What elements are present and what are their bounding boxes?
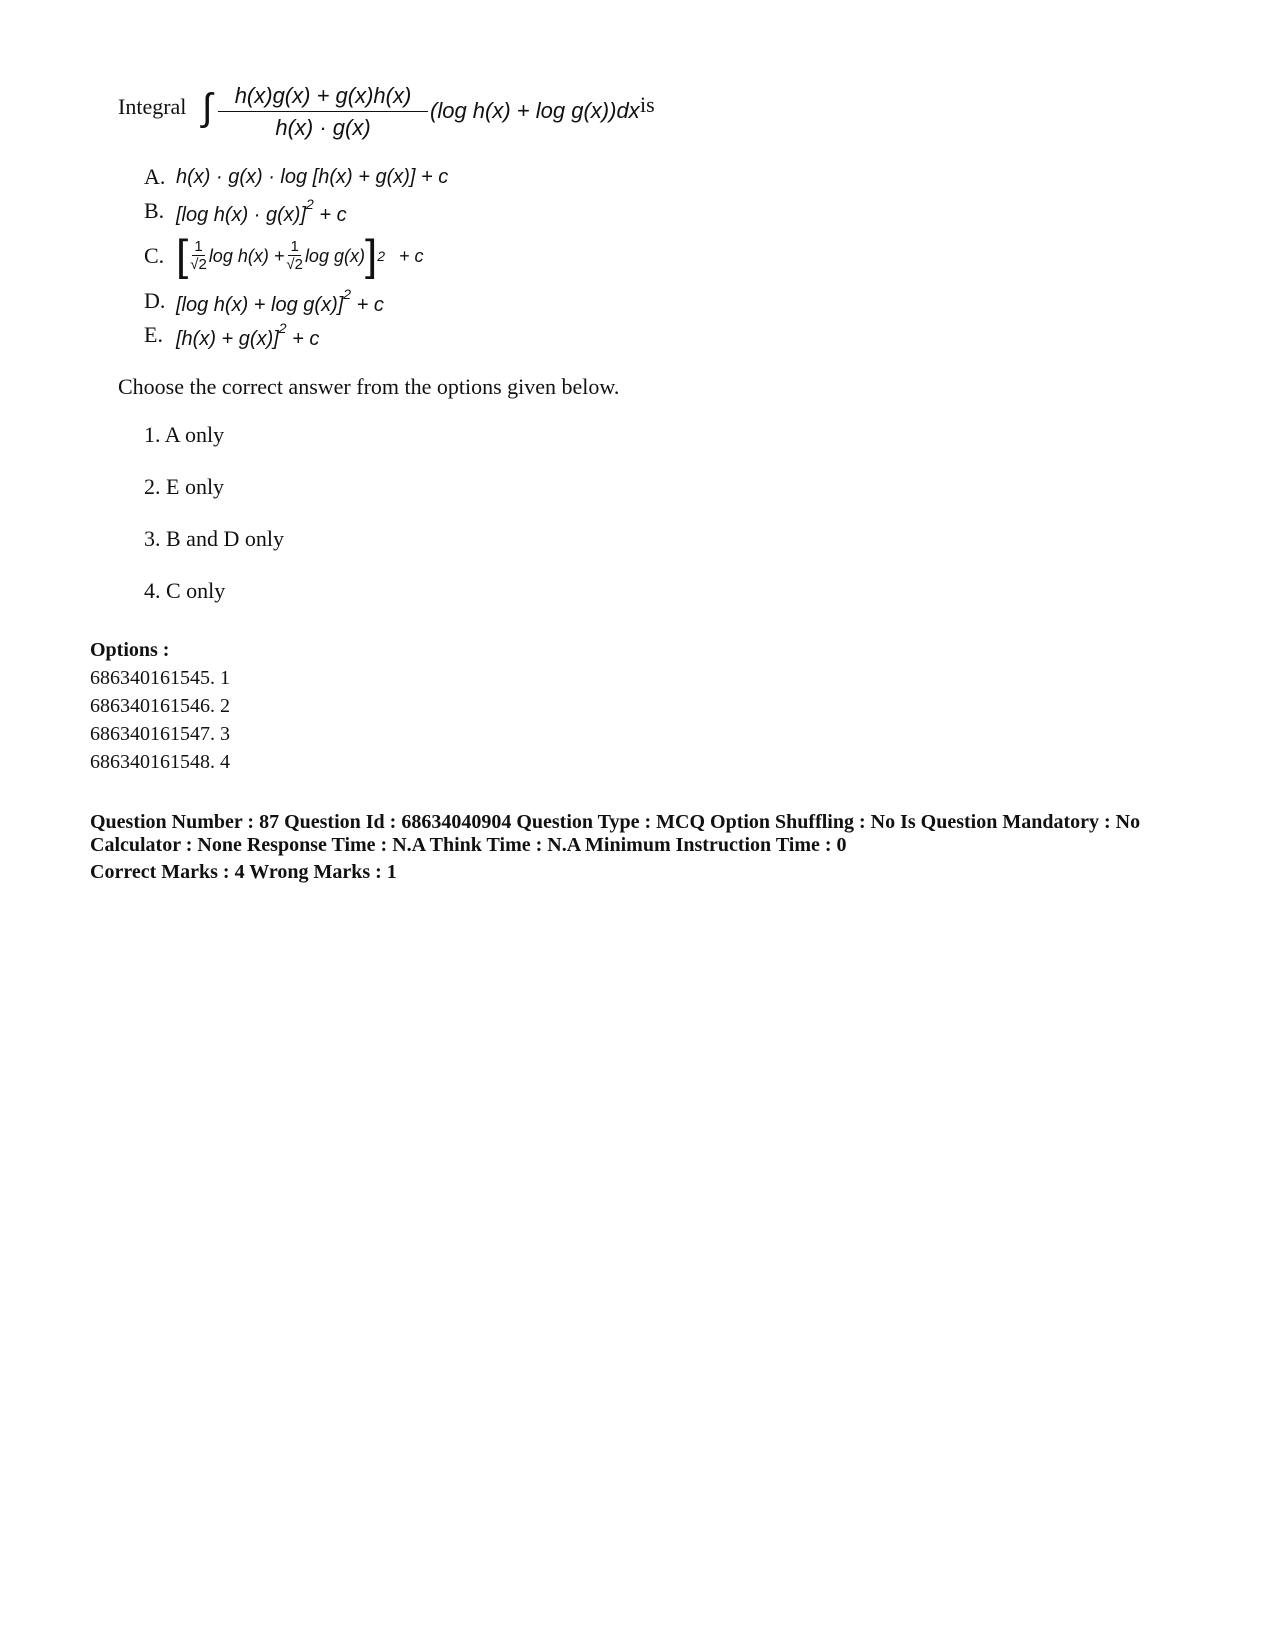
coefficient-fraction: $\frac{1}{√2}$: [286, 238, 303, 273]
options-list: [90, 636, 230, 776]
instruction-text: Choose the correct answer from the options given below.: [118, 374, 620, 399]
expr-tail: + c: [313, 203, 347, 226]
statement-label: A.: [144, 164, 166, 189]
fraction-denominator: h(x) · g(x): [275, 115, 371, 140]
expr-body: [log h(x) · g(x)]: [176, 203, 307, 226]
expr-tail: + c: [351, 293, 384, 316]
answer-choice-1: 1. A only: [144, 422, 225, 447]
answer-choice-4: 4. C only: [144, 578, 226, 603]
right-bracket: ]: [364, 231, 378, 280]
marks-line: Correct Marks : 4 Wrong Marks : 1: [90, 861, 397, 883]
option-item: 686340161548. 4: [90, 751, 230, 773]
exponent: 2: [278, 319, 287, 336]
exponent: 2: [306, 195, 314, 212]
statement-expr: [176, 231, 424, 280]
question-stem: [118, 82, 1168, 152]
statement-b: [144, 194, 1168, 228]
integrand-fraction: [218, 82, 428, 142]
option-item: 686340161545. 1: [90, 667, 230, 689]
question-block: [118, 82, 1168, 626]
options-heading: Options :: [90, 639, 170, 661]
statement-expr: [176, 320, 319, 351]
statement-label: B.: [144, 198, 165, 223]
stem-prefix: Integral: [118, 94, 187, 119]
fraction-numerator: h(x)g(x) + g(x)h(x): [218, 82, 428, 112]
term-2: log g(x): [304, 245, 365, 266]
answer-choice-2: 2. E only: [144, 474, 225, 499]
integral-sign: ∫: [202, 87, 213, 129]
expr-body: [log h(x) + log g(x)]: [176, 293, 344, 316]
term-1: log h(x) +: [208, 245, 285, 266]
statement-label: D.: [144, 288, 166, 313]
statement-d: [144, 284, 1168, 318]
statement-e: [144, 318, 1168, 352]
statement-a: [144, 160, 1168, 194]
metadata-line: Question Number : 87 Question Id : 68634040904 Question Type : MCQ Option Shuffling : No Is Question Mandatory : No Calculator : None Response Time : N.A Think Time : N.A Minimum Instruction Time : 0: [90, 811, 1141, 856]
integrand-tail: (log h(x) + log g(x))dx: [430, 98, 640, 123]
statement-expr: [176, 196, 347, 227]
answer-choices: [144, 418, 1168, 626]
expr-tail: + c: [399, 245, 424, 266]
statement-label: E.: [144, 322, 163, 347]
exponent: 2: [343, 285, 352, 302]
answer-choice-3: 3. B and D only: [144, 526, 284, 551]
option-item: 686340161547. 3: [90, 723, 230, 745]
coefficient-fraction: 1 √2: [190, 238, 207, 273]
option-item: 686340161546. 2: [90, 695, 230, 717]
expr-tail: + c: [286, 327, 320, 350]
statement-expr: [176, 286, 384, 317]
expr-body: [h(x) + g(x)]: [176, 327, 279, 350]
statement-expr: h(x) · g(x) · log [h(x) + g(x)] + c: [176, 165, 449, 188]
question-metadata: [90, 811, 1150, 884]
left-bracket: [: [176, 231, 189, 280]
statement-c: [144, 228, 1168, 284]
exponent: 2: [377, 248, 385, 264]
statement-list: [144, 160, 1168, 352]
stem-suffix: is: [640, 92, 655, 117]
statement-label: C.: [144, 243, 165, 268]
